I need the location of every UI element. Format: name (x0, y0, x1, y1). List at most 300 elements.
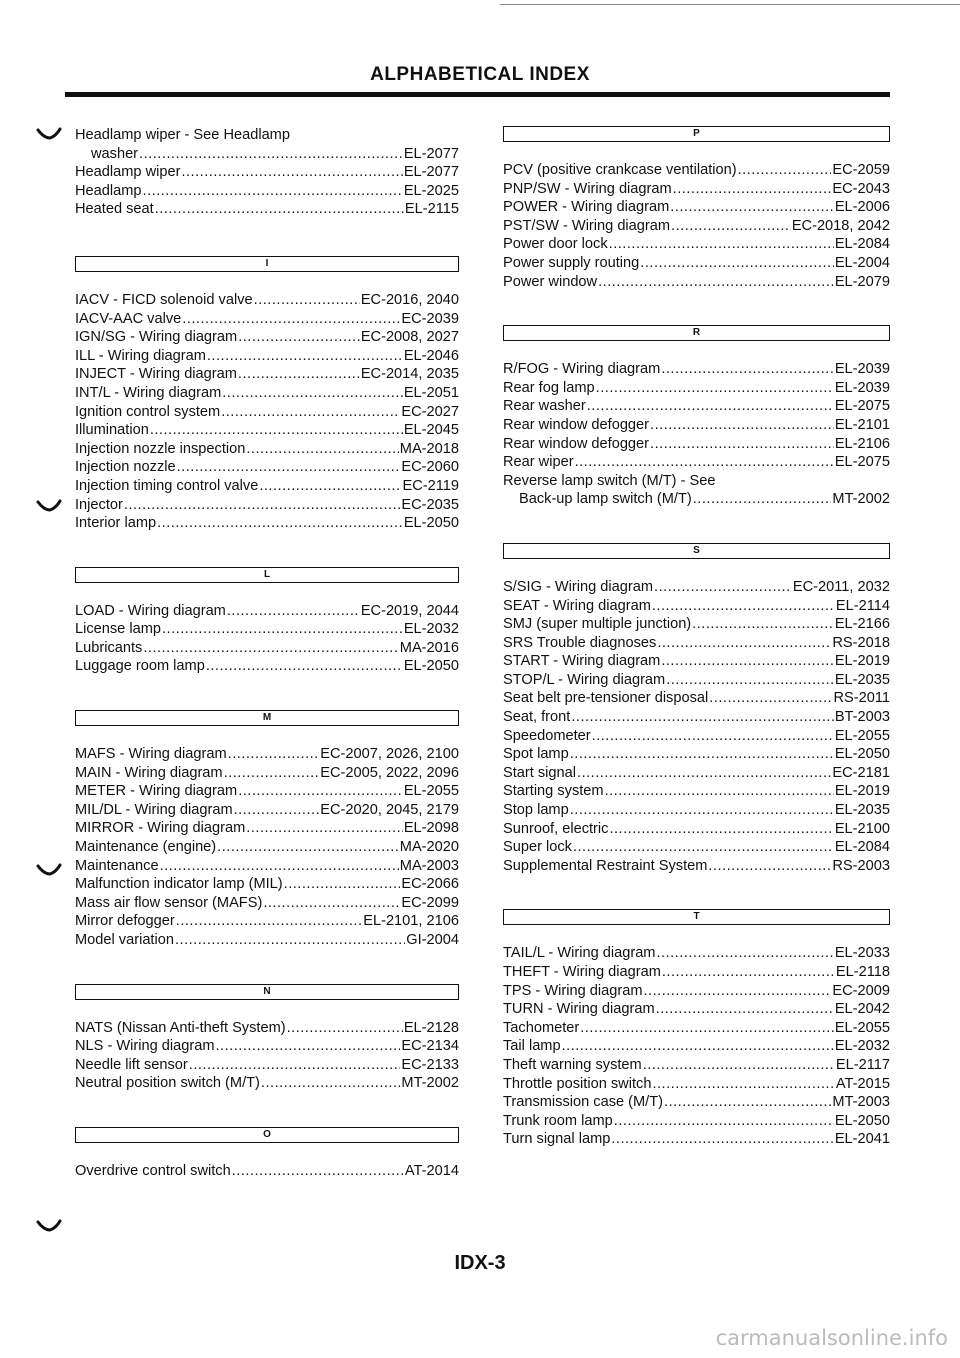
index-entry (503, 727, 890, 746)
index-entry (75, 347, 459, 366)
dot-leader (263, 894, 400, 913)
index-entry (75, 657, 459, 676)
entry-name: NLS - Wiring diagram (75, 1038, 215, 1055)
section-l (75, 567, 459, 676)
entry-name: Rear wiper (503, 454, 574, 471)
dot-leader (666, 671, 834, 690)
index-entry (75, 602, 459, 621)
entry-page-ref: EC-2027 (401, 403, 459, 420)
entry-name: Starting system (503, 783, 604, 800)
entry-name: PNP/SW - Wiring diagram (503, 180, 672, 197)
entry-page-ref: EC-2018, 2042 (791, 217, 890, 234)
index-entry (503, 198, 890, 217)
entry-page-ref: EC-2020, 2045, 2179 (320, 801, 459, 818)
entry-name: Power window (503, 273, 598, 290)
entry-page-ref: EC-2043 (832, 180, 890, 197)
section-o (75, 1127, 459, 1181)
entry-page-ref: EL-2035 (834, 671, 890, 688)
entry-page-ref: EL-2100 (834, 820, 890, 837)
entry-name: THEFT - Wiring diagram (503, 964, 661, 980)
entry-name: Theft warning system (503, 1056, 642, 1073)
dot-leader (652, 1075, 834, 1094)
entry-name: Tachometer (503, 1019, 580, 1036)
entry-name: NATS (Nissan Anti-theft System) (75, 1019, 286, 1036)
dot-leader (577, 764, 831, 783)
entry-name: Model variation (75, 932, 174, 948)
entry-page-ref: EL-2033 (834, 945, 890, 962)
entry-name: washer (91, 145, 139, 162)
dot-leader (177, 458, 401, 477)
entry-page-ref: EL-2114 (835, 597, 890, 614)
dot-leader (254, 291, 360, 310)
title-rule (65, 92, 890, 97)
entry-name: SRS Trouble diagnoses (503, 634, 657, 651)
index-entry (503, 857, 890, 876)
index-entry (75, 857, 459, 876)
dot-leader (598, 273, 834, 292)
entry-page-ref: EC-2039 (401, 310, 459, 327)
entry-page-ref: EL-2084 (834, 236, 890, 253)
dot-leader (580, 1019, 834, 1038)
entry-page-ref: EL-2077 (403, 145, 459, 162)
dot-leader (656, 944, 833, 963)
entry-name: Supplemental Restraint System (503, 857, 708, 874)
index-entry (75, 782, 459, 801)
index-entry (75, 745, 459, 764)
dot-leader (640, 254, 834, 273)
entry-page-ref: EL-2035 (834, 802, 890, 819)
index-entry (75, 145, 459, 164)
entry-name: MIL/DL - Wiring diagram (75, 801, 233, 818)
left-column (75, 126, 459, 1181)
section-letter-header: M (75, 710, 459, 726)
index-entry (503, 1037, 890, 1056)
section-p (503, 126, 890, 291)
entry-page-ref: EC-2066 (401, 876, 459, 893)
entry-page-ref: EL-2098 (403, 820, 459, 837)
index-entry (503, 1056, 890, 1075)
entry-page-ref: EL-2051 (403, 384, 459, 401)
entry-name: TPS - Wiring diagram (503, 982, 643, 999)
entry-name: S/SIG - Wiring diagram (503, 578, 654, 595)
dot-leader (662, 963, 835, 982)
entry-name: Stop lamp (503, 802, 569, 819)
entry-page-ref: EL-2128 (403, 1019, 459, 1036)
entry-name: Overdrive control switch (75, 1162, 231, 1179)
index-entry (503, 615, 890, 634)
entry-name: PST/SW - Wiring diagram (503, 217, 671, 234)
index-entry (75, 440, 459, 459)
entry-name: Maintenance (engine) (75, 839, 217, 856)
dot-leader (570, 801, 834, 820)
entry-page-ref: EC-2119 (402, 477, 459, 494)
entry-name: TURN - Wiring diagram (503, 1001, 655, 1018)
index-entry (75, 182, 459, 201)
entry-page-ref: EL-2075 (834, 454, 890, 471)
dot-leader (656, 1000, 834, 1019)
entry-page-ref: EL-2166 (834, 616, 890, 633)
index-entry: Reverse lamp switch (M/T) - See (503, 472, 716, 489)
entry-page-ref: EL-2055 (403, 783, 459, 800)
dot-leader (206, 657, 403, 676)
section-i (75, 256, 459, 533)
entry-name: INT/L - Wiring diagram (75, 384, 222, 401)
dot-leader (643, 1056, 835, 1075)
index-entry (503, 944, 890, 963)
entry-page-ref: EL-2075 (834, 398, 890, 415)
dot-leader (652, 597, 835, 616)
dot-leader (671, 217, 791, 236)
index-entry (75, 639, 459, 658)
entry-name: Ignition control system (75, 403, 221, 420)
section-letter-header: L (75, 567, 459, 583)
dot-leader (175, 931, 405, 950)
index-entry (503, 801, 890, 820)
entry-page-ref: BT-2003 (834, 709, 890, 726)
dot-leader (207, 347, 403, 366)
entry-page-ref: RS-2018 (832, 634, 890, 651)
entry-name: Heated seat (75, 201, 154, 218)
entry-name: Headlamp (75, 182, 142, 199)
entry-name: TAIL/L - Wiring diagram (503, 945, 656, 962)
section-letter-header: R (503, 325, 890, 341)
dot-leader (176, 912, 362, 931)
entry-page-ref: EL-2039 (834, 361, 890, 378)
entry-page-ref: EL-2118 (835, 964, 890, 980)
index-entry (75, 912, 459, 931)
dot-leader (573, 838, 834, 857)
index-entry: Headlamp wiper - See Headlamp (75, 127, 290, 143)
dot-leader (661, 652, 833, 671)
dot-leader (224, 764, 320, 783)
entry-page-ref: EL-2025 (403, 182, 459, 199)
dot-leader (709, 689, 832, 708)
page-title: ALPHABETICAL INDEX (370, 64, 590, 85)
index-entry (503, 416, 890, 435)
entry-name: ILL - Wiring diagram (75, 347, 206, 364)
entry-page-ref: EL-2019 (834, 783, 890, 800)
index-entry (503, 1130, 890, 1149)
index-entry (503, 435, 890, 454)
entry-page-ref: EC-2035 (401, 496, 459, 513)
entry-page-ref: EL-2115 (404, 201, 459, 218)
index-entry (503, 963, 890, 982)
entry-name: Tail lamp (503, 1038, 561, 1055)
dot-leader (605, 782, 834, 801)
section-letter-header: T (503, 909, 890, 925)
entry-name: Speedometer (503, 727, 591, 744)
entry-name: License lamp (75, 621, 161, 638)
index-entry (75, 384, 459, 403)
dot-leader (692, 615, 834, 634)
entry-page-ref: MA-2016 (399, 639, 459, 656)
dot-leader (221, 403, 400, 422)
entry-page-ref: EL-2117 (835, 1056, 890, 1073)
index-entry (75, 458, 459, 477)
entry-name: Neutral position switch (M/T) (75, 1075, 260, 1092)
entry-page-ref: MA-2020 (399, 839, 459, 856)
entry-name: Injection nozzle inspection (75, 440, 246, 457)
dot-leader (234, 801, 320, 820)
dot-leader (238, 782, 403, 801)
entry-page-ref: EL-2046 (403, 347, 459, 364)
dot-leader (157, 514, 403, 533)
entry-name: Start signal (503, 764, 577, 781)
dot-leader (139, 145, 403, 164)
index-entry (503, 597, 890, 616)
revision-check-icon (36, 498, 62, 514)
entry-name: POWER - Wiring diagram (503, 199, 670, 216)
entry-page-ref: EC-2134 (401, 1038, 459, 1055)
entry-name: IACV-AAC valve (75, 310, 182, 327)
entry-name: LOAD - Wiring diagram (75, 602, 226, 619)
section-r (503, 325, 890, 509)
entry-name: Seat belt pre-tensioner disposal (503, 690, 709, 707)
entry-page-ref: MT-2002 (401, 1075, 459, 1092)
index-entry (503, 217, 890, 236)
section-letter-header: O (75, 1127, 459, 1143)
dot-leader (150, 421, 403, 440)
dot-leader (259, 477, 401, 496)
entry-name: INJECT - Wiring diagram (75, 366, 237, 383)
entry-page-ref: EL-2050 (403, 658, 459, 675)
index-entry (503, 1112, 890, 1131)
entry-name: Injector (75, 496, 123, 513)
index-entry (75, 421, 459, 440)
dot-leader (738, 161, 832, 180)
entry-page-ref: EC-2181 (832, 764, 890, 781)
revision-check-icon (36, 862, 62, 878)
entry-page-ref: MA-2018 (399, 440, 459, 457)
index-entry (503, 490, 890, 509)
index-entry (503, 652, 890, 671)
index-entry (503, 671, 890, 690)
dot-leader (189, 1056, 401, 1075)
index-entry (503, 1093, 890, 1112)
entry-name: Maintenance (75, 857, 159, 874)
dot-leader (673, 180, 832, 199)
entry-page-ref: GI-2004 (406, 932, 459, 948)
dot-leader (124, 496, 401, 515)
dot-leader (181, 163, 402, 182)
entry-page-ref: MT-2003 (832, 1094, 890, 1111)
dot-leader (182, 310, 400, 329)
entry-page-ref: EC-2016, 2040 (360, 291, 459, 308)
top-edge-line (500, 4, 960, 5)
entry-name: Mirror defogger (75, 913, 175, 930)
entry-name: PCV (positive crankcase ventilation) (503, 162, 737, 178)
dot-leader (227, 602, 360, 621)
index-entry (503, 578, 890, 597)
entry-page-ref: AT-2015 (835, 1075, 890, 1092)
index-entry (75, 819, 459, 838)
dot-leader (246, 440, 398, 459)
dot-leader (661, 360, 834, 379)
entry-page-ref: EL-2050 (834, 746, 890, 763)
index-entry (75, 931, 459, 950)
entry-page-ref: EL-2006 (834, 199, 890, 216)
index-entry (75, 365, 459, 384)
entry-name: Lubricants (75, 639, 143, 656)
index-entry (75, 1074, 459, 1093)
entry-page-ref: EC-2008, 2027 (360, 329, 459, 346)
dot-leader (596, 379, 834, 398)
entry-page-ref: EC-2009 (832, 982, 890, 999)
entry-page-ref: EL-2019 (834, 653, 890, 670)
entry-name: Super lock (503, 839, 572, 856)
entry-name: Power door lock (503, 236, 608, 253)
dot-leader (575, 453, 834, 472)
index-entry (75, 496, 459, 515)
dot-leader (693, 490, 832, 509)
entry-name: Rear washer (503, 398, 586, 415)
entry-page-ref: EC-2005, 2022, 2096 (320, 764, 459, 781)
index-entry (503, 782, 890, 801)
section-letter-header: I (75, 256, 459, 272)
index-entry (75, 764, 459, 783)
entry-page-ref: EC-2007, 2026, 2100 (320, 746, 459, 763)
entry-page-ref: EL-2101, 2106 (363, 913, 459, 930)
index-entry (503, 1075, 890, 1094)
entry-page-ref: EL-2041 (834, 1131, 890, 1148)
dot-leader (708, 857, 831, 876)
index-entry (75, 403, 459, 422)
entry-page-ref: EL-2042 (834, 1001, 890, 1018)
entry-name: METER - Wiring diagram (75, 783, 238, 800)
section-letter-header: P (503, 126, 890, 142)
entry-page-ref: EC-2011, 2032 (792, 578, 890, 595)
entry-name: MIRROR - Wiring diagram (75, 820, 246, 837)
dot-leader (657, 634, 831, 653)
section-s (503, 543, 890, 876)
index-entry (503, 1019, 890, 1038)
entry-name: Rear fog lamp (503, 379, 595, 396)
index-entry (75, 200, 459, 219)
section-h (75, 126, 459, 219)
entry-name: MAIN - Wiring diagram (75, 764, 223, 781)
dot-leader (571, 708, 833, 727)
dot-leader (143, 182, 403, 201)
entry-page-ref: EL-2050 (403, 515, 459, 532)
entry-page-ref: EL-2079 (834, 273, 890, 290)
index-entry (75, 514, 459, 533)
index-entry (503, 838, 890, 857)
entry-name: SEAT - Wiring diagram (503, 597, 651, 614)
dot-leader (143, 639, 398, 658)
index-entry (75, 1056, 459, 1075)
entry-name: Turn signal lamp (503, 1131, 611, 1148)
dot-leader (160, 857, 399, 876)
index-entry (75, 801, 459, 820)
dot-leader (670, 198, 834, 217)
entry-name: Injection timing control valve (75, 477, 259, 494)
dot-leader (246, 819, 403, 838)
index-entry (503, 161, 890, 180)
index-entry (503, 1000, 890, 1019)
entry-page-ref: EC-2014, 2035 (360, 366, 459, 383)
index-entry (75, 163, 459, 182)
entry-name: Malfunction indicator lamp (MIL) (75, 876, 283, 893)
section-t (503, 909, 890, 1149)
section-letter-header: N (75, 984, 459, 1000)
entry-page-ref: EC-2059 (832, 162, 890, 178)
entry-name: Sunroof, electric (503, 820, 609, 837)
dot-leader (155, 200, 404, 219)
entry-name: Illumination (75, 422, 149, 439)
entry-name: Seat, front (503, 709, 571, 726)
index-entry (75, 1019, 459, 1038)
entry-name: Headlamp wiper (75, 164, 181, 181)
index-entry (503, 379, 890, 398)
entry-page-ref: EL-2084 (834, 839, 890, 856)
entry-page-ref: MA-2003 (399, 857, 459, 874)
entry-page-ref: RS-2003 (832, 857, 890, 874)
index-entry (75, 1162, 459, 1181)
index-entry (75, 620, 459, 639)
dot-leader (216, 1037, 401, 1056)
entry-name: Needle lift sensor (75, 1056, 188, 1073)
entry-name: Mass air flow sensor (MAFS) (75, 894, 263, 911)
entry-name: IGN/SG - Wiring diagram (75, 329, 238, 346)
index-entry (75, 875, 459, 894)
index-entry (75, 1037, 459, 1056)
entry-name: Rear window defogger (503, 435, 650, 452)
index-entry (503, 254, 890, 273)
index-entry (75, 477, 459, 496)
entry-name: START - Wiring diagram (503, 653, 661, 670)
entry-name: IACV - FICD solenoid valve (75, 291, 253, 308)
entry-page-ref: EL-2077 (403, 164, 459, 181)
dot-leader (654, 578, 792, 597)
entry-page-ref: EL-2101 (834, 416, 890, 433)
section-n (75, 984, 459, 1093)
right-column (503, 126, 890, 1149)
index-entry (503, 180, 890, 199)
entry-name: R/FOG - Wiring diagram (503, 361, 661, 378)
dot-leader (592, 727, 834, 746)
dot-leader (587, 397, 834, 416)
entry-page-ref: EC-2060 (401, 459, 459, 476)
entry-name: Spot lamp (503, 746, 569, 763)
index-entry (75, 291, 459, 310)
entry-page-ref: EC-2099 (401, 894, 459, 911)
entry-name: Power supply routing (503, 254, 640, 271)
entry-page-ref: EL-2050 (834, 1112, 890, 1129)
entry-name: Interior lamp (75, 515, 157, 532)
entry-name: Throttle position switch (503, 1075, 652, 1092)
section-m (75, 710, 459, 950)
entry-page-ref: EL-2055 (834, 1019, 890, 1036)
entry-page-ref: EL-2045 (403, 422, 459, 439)
index-entry (75, 328, 459, 347)
entry-page-ref: MT-2002 (832, 491, 890, 508)
section-letter-header: S (503, 543, 890, 559)
entry-page-ref: EL-2055 (834, 727, 890, 744)
entry-name: Trunk room lamp (503, 1112, 613, 1129)
index-entry (75, 310, 459, 329)
entry-name: Rear window defogger (503, 416, 650, 433)
index-entry (503, 634, 890, 653)
index-entry (503, 745, 890, 764)
index-entry (503, 708, 890, 727)
dot-leader (562, 1037, 834, 1056)
entry-page-ref: AT-2014 (404, 1162, 459, 1179)
page-number: IDX-3 (454, 1252, 506, 1274)
index-entry (75, 894, 459, 913)
index-entry (503, 689, 890, 708)
index-entry (75, 838, 459, 857)
entry-page-ref: EL-2106 (834, 435, 890, 452)
